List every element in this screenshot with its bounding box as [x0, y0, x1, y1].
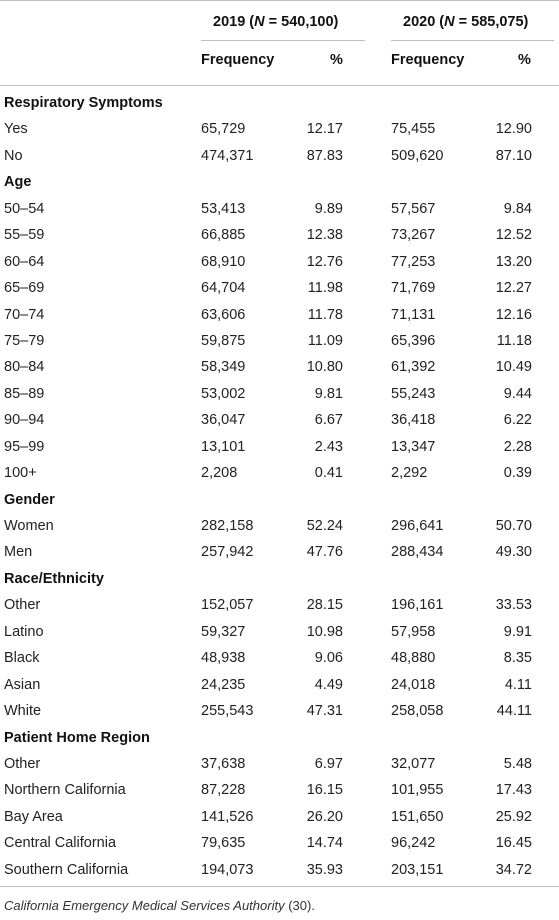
percent-2020-cell: 5.48	[503, 756, 532, 772]
percent-2020-cell: 9.91	[503, 623, 532, 640]
group-rule-2020	[391, 40, 554, 41]
table-row	[0, 805, 559, 831]
percent-2020-cell: 9.84	[503, 200, 532, 217]
frequency-2019-cell: 59,875	[201, 332, 246, 349]
percent-2019-cell: 12.76	[306, 253, 343, 270]
row-label: Bay Area	[4, 808, 63, 825]
frequency-2019-cell: 141,526	[201, 808, 254, 825]
table-row	[0, 540, 559, 566]
row-label: 75–79	[4, 332, 45, 349]
section-header-row	[0, 91, 559, 117]
top-rule	[0, 0, 559, 1]
frequency-2019-cell: 53,413	[201, 200, 246, 217]
frequency-2019-cell: 474,371	[201, 147, 254, 164]
percent-2020-cell: 87.10	[495, 147, 532, 164]
table-row	[0, 250, 559, 276]
section-header-row	[0, 567, 559, 593]
frequency-2020-cell: 509,620	[391, 147, 444, 164]
frequency-2019-cell: 257,942	[201, 544, 254, 561]
header-frequency-2019: Frequency	[201, 52, 275, 68]
frequency-2020-cell: 13,347	[391, 438, 436, 455]
percent-2019-cell: 16.15	[306, 782, 343, 799]
table-row	[0, 197, 559, 223]
table-row	[0, 117, 559, 143]
frequency-2019-cell: 87,228	[201, 782, 246, 799]
table-footnote: California Emergency Medical Services Authority (30).	[4, 898, 315, 913]
row-label: 80–84	[4, 359, 45, 376]
row-label: 100+	[4, 465, 37, 482]
percent-2020-cell: 4.11	[504, 676, 532, 693]
percent-2019-cell: 26.20	[306, 808, 343, 825]
table-row	[0, 329, 559, 355]
percent-2020-cell: 13.20	[495, 253, 532, 270]
frequency-2020-cell: 71,769	[391, 280, 436, 297]
table-row	[0, 831, 559, 857]
row-label: No	[4, 147, 23, 164]
table-row	[0, 408, 559, 434]
percent-2019-cell: 52.24	[306, 518, 343, 535]
frequency-2020-cell: 288,434	[391, 544, 444, 561]
percent-2020-cell: 25.92	[495, 808, 532, 825]
percent-2019-cell: 12.17	[306, 121, 343, 138]
row-label: White	[4, 703, 42, 720]
frequency-2019-cell: 24,235	[201, 676, 246, 693]
table-row	[0, 461, 559, 487]
percent-2019-cell: 0.41	[314, 465, 343, 482]
percent-2020-cell: 17.43	[495, 782, 532, 799]
percent-2020-cell: 12.27	[495, 280, 532, 297]
row-label: 55–59	[4, 227, 45, 244]
row-label: 90–94	[4, 412, 45, 429]
frequency-2020-cell: 71,131	[391, 306, 436, 323]
row-label: 65–69	[4, 280, 45, 297]
percent-2020-cell: 50.70	[495, 518, 532, 535]
percent-2019-cell: 2.43	[314, 438, 343, 455]
frequency-2020-cell: 75,455	[391, 121, 436, 138]
section-label: Gender	[4, 491, 55, 508]
table-row	[0, 593, 559, 619]
row-label: Yes	[4, 121, 28, 138]
section-header-row	[0, 726, 559, 752]
column-group-2020: 2020 (N = 585,075)	[403, 14, 529, 30]
percent-2019-cell: 6.97	[314, 756, 343, 772]
percent-2020-cell: 0.39	[503, 465, 532, 482]
frequency-2019-cell: 2,208	[201, 465, 238, 482]
table-row	[0, 778, 559, 804]
section-label: Age	[4, 174, 32, 191]
section-header-row	[0, 488, 559, 514]
section-header-row	[0, 170, 559, 196]
row-label: Other	[4, 756, 41, 772]
column-group-2019: 2019 (N = 540,100)	[213, 14, 339, 30]
row-label: 70–74	[4, 306, 45, 323]
percent-2020-cell: 12.16	[495, 306, 532, 323]
percent-2019-cell: 11.78	[307, 306, 343, 323]
row-label: 60–64	[4, 253, 45, 270]
header-percent-2019: %	[330, 52, 343, 68]
frequency-2019-cell: 68,910	[201, 253, 246, 270]
percent-2020-cell: 12.90	[495, 121, 532, 138]
table-row	[0, 303, 559, 329]
frequency-2020-cell: 196,161	[391, 597, 444, 614]
percent-2019-cell: 11.09	[307, 332, 343, 349]
row-label: 95–99	[4, 438, 45, 455]
frequency-2019-cell: 194,073	[201, 861, 254, 878]
percent-2019-cell: 6.67	[314, 412, 343, 429]
frequency-2020-cell: 48,880	[391, 650, 436, 667]
frequency-2020-cell: 296,641	[391, 518, 444, 535]
percent-2020-cell: 49.30	[495, 544, 532, 561]
frequency-2020-cell: 203,151	[391, 861, 444, 878]
row-label: Southern California	[4, 861, 129, 878]
header-percent-2020: %	[518, 52, 531, 68]
section-label: Respiratory Symptoms	[4, 95, 163, 111]
frequency-2020-cell: 96,242	[391, 835, 436, 852]
frequency-2020-cell: 61,392	[391, 359, 436, 376]
percent-2020-cell: 34.72	[495, 861, 532, 878]
row-label: Latino	[4, 623, 44, 640]
row-label: Women	[4, 518, 54, 535]
header-frequency-2020: Frequency	[391, 52, 465, 68]
row-label: 85–89	[4, 385, 45, 402]
table-row	[0, 620, 559, 646]
row-label: 50–54	[4, 200, 45, 217]
percent-2019-cell: 12.38	[306, 227, 343, 244]
frequency-2019-cell: 53,002	[201, 385, 246, 402]
section-label: Patient Home Region	[4, 729, 150, 746]
percent-2019-cell: 9.89	[314, 200, 343, 217]
frequency-2019-cell: 66,885	[201, 227, 246, 244]
frequency-2019-cell: 64,704	[201, 280, 246, 297]
row-label: Asian	[4, 676, 41, 693]
percent-2019-cell: 10.80	[306, 359, 343, 376]
frequency-2019-cell: 58,349	[201, 359, 246, 376]
percent-2019-cell: 9.06	[314, 650, 343, 667]
frequency-2020-cell: 57,567	[391, 200, 436, 217]
group-rule-2019	[201, 40, 365, 41]
header-rule	[0, 85, 559, 86]
frequency-2020-cell: 73,267	[391, 227, 436, 244]
percent-2019-cell: 11.98	[307, 280, 343, 297]
table-row	[0, 646, 559, 672]
percent-2020-cell: 9.44	[503, 385, 532, 402]
frequency-2019-cell: 59,327	[201, 623, 246, 640]
section-label: Race/Ethnicity	[4, 570, 104, 587]
table-row	[0, 355, 559, 381]
frequency-2020-cell: 65,396	[391, 332, 436, 349]
percent-2019-cell: 9.81	[314, 385, 343, 402]
table-row	[0, 382, 559, 408]
table-row	[0, 673, 559, 699]
table-row	[0, 144, 559, 170]
frequency-2019-cell: 13,101	[201, 438, 246, 455]
percent-2019-cell: 47.76	[306, 544, 343, 561]
percent-2019-cell: 10.98	[306, 623, 343, 640]
row-label: Black	[4, 650, 40, 667]
frequency-2019-cell: 36,047	[201, 412, 246, 429]
row-label: Other	[4, 597, 41, 614]
frequency-2019-cell: 65,729	[201, 121, 246, 138]
percent-2019-cell: 87.83	[306, 147, 343, 164]
frequency-2019-cell: 282,158	[201, 518, 254, 535]
percent-2019-cell: 14.74	[306, 835, 343, 852]
frequency-2019-cell: 37,638	[201, 756, 246, 772]
frequency-2020-cell: 24,018	[391, 676, 436, 693]
table-row	[0, 514, 559, 540]
bottom-rule	[0, 886, 559, 887]
frequency-2020-cell: 101,955	[391, 782, 444, 799]
frequency-2019-cell: 48,938	[201, 650, 246, 667]
frequency-2020-cell: 258,058	[391, 703, 444, 720]
frequency-2020-cell: 77,253	[391, 253, 436, 270]
row-label: Men	[4, 544, 33, 561]
frequency-2020-cell: 55,243	[391, 385, 436, 402]
percent-2020-cell: 6.22	[503, 412, 532, 429]
percent-2020-cell: 33.53	[495, 597, 532, 614]
frequency-2019-cell: 255,543	[201, 703, 254, 720]
percent-2020-cell: 2.28	[503, 438, 532, 455]
frequency-2020-cell: 2,292	[391, 465, 428, 482]
frequency-2020-cell: 57,958	[391, 623, 436, 640]
percent-2020-cell: 10.49	[495, 359, 532, 376]
frequency-2020-cell: 32,077	[391, 756, 436, 772]
percent-2019-cell: 4.49	[314, 676, 343, 693]
table-row	[0, 223, 559, 249]
table-row	[0, 276, 559, 302]
frequency-2019-cell: 79,635	[201, 835, 246, 852]
row-label: Northern California	[4, 782, 126, 799]
percent-2019-cell: 35.93	[306, 861, 343, 878]
percent-2020-cell: 12.52	[495, 227, 532, 244]
frequency-2020-cell: 151,650	[391, 808, 444, 825]
table-row	[0, 435, 559, 461]
percent-2019-cell: 28.15	[306, 597, 343, 614]
table-row	[0, 858, 559, 884]
percent-2020-cell: 11.18	[496, 332, 532, 349]
percent-2020-cell: 8.35	[503, 650, 532, 667]
frequency-2019-cell: 63,606	[201, 306, 246, 323]
table-row	[0, 752, 559, 778]
percent-2020-cell: 44.11	[496, 703, 532, 720]
row-label: Central California	[4, 835, 117, 852]
percent-2019-cell: 47.31	[306, 703, 343, 720]
frequency-2020-cell: 36,418	[391, 412, 436, 429]
percent-2020-cell: 16.45	[495, 835, 532, 852]
frequency-2019-cell: 152,057	[201, 597, 254, 614]
table-row	[0, 699, 559, 725]
